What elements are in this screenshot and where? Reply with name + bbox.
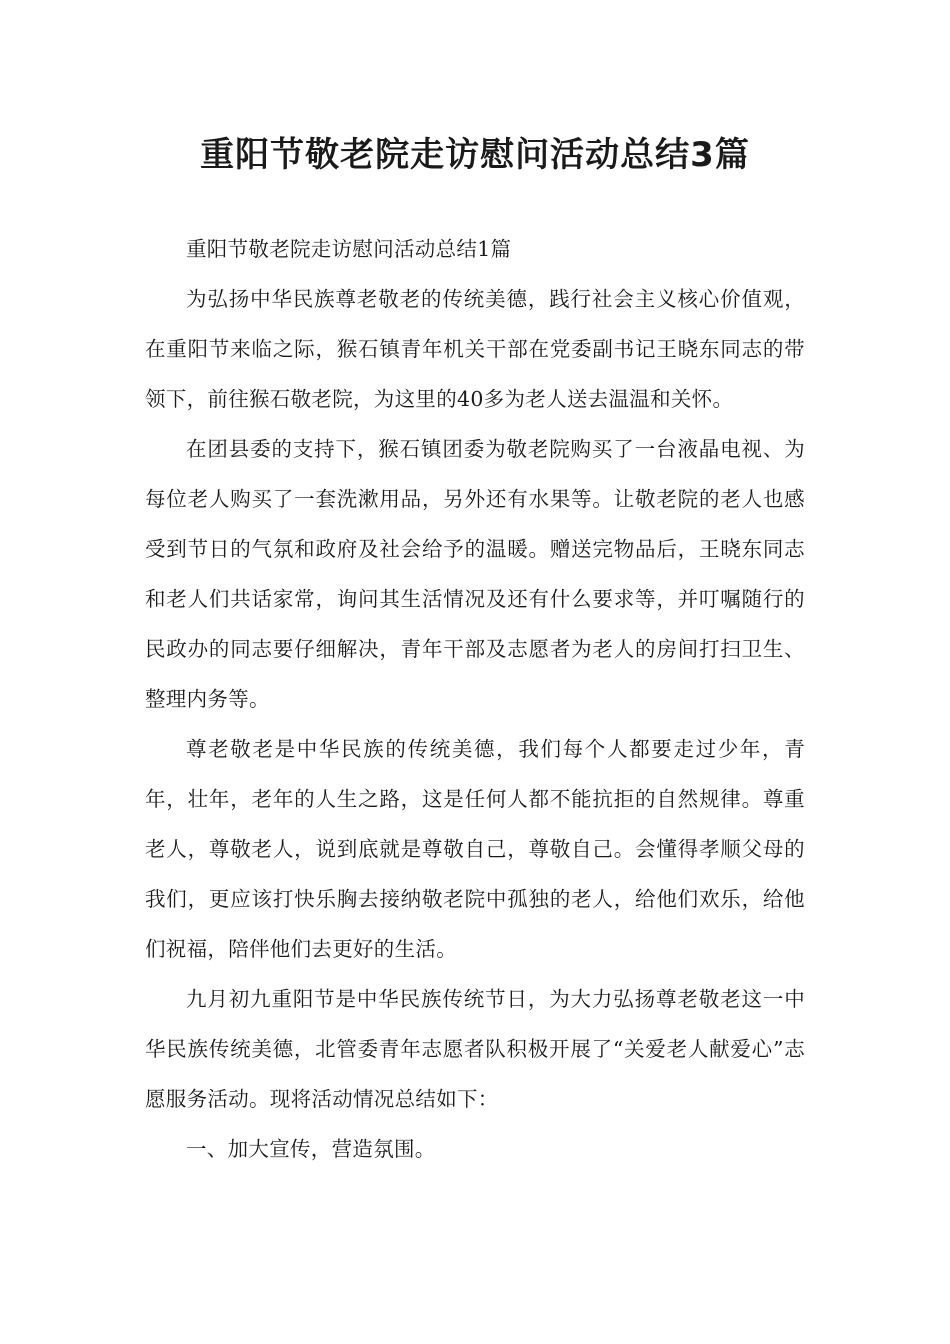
paragraph-3: 尊老敬老是中华民族的传统美德，我们每个人都要走过少年，青年，壮年，老年的人生之路，这是任何人都不能抗拒的自然规律。尊重老人，尊敬老人，说到底就是尊敬自己，尊敬自己。会懂得孝顺父母的我们，更应该打快乐胸去接纳敬老院中孤独的老人，给他们欢乐，给他们祝福，陪伴他们去更好的生活。 <box>145 737 805 961</box>
document-title: 重阳节敬老院走访慰问活动总结3篇 <box>200 135 750 175</box>
section-subheading: 重阳节敬老院走访慰问活动总结1篇 <box>186 237 512 261</box>
paragraph-1: 为弘扬中华民族尊老敬老的传统美德，践行社会主义核心价值观，在重阳节来临之际，猴石镇青年机关干部在党委副书记王晓东同志的带领下，前往猴石敬老院，为这里的40多为老人送去温温和关怀。 <box>145 287 805 411</box>
paragraph-5: 一、加大宣传，营造氛围。 <box>186 1137 436 1161</box>
paragraph-4: 九月初九重阳节是中华民族传统节日，为大力弘扬尊老敬老这一中华民族传统美德，北管委青年志愿者队积极开展了“关爱老人献爱心”志愿服务活动。现将活动情况总结如下： <box>145 987 805 1111</box>
document-body <box>145 224 805 1174</box>
paragraph-2: 在团县委的支持下，猴石镇团委为敬老院购买了一台液晶电视、为每位老人购买了一套洗漱用品，另外还有水果等。让敬老院的老人也感受到节日的气氛和政府及社会给予的温暖。赠送完物品后，王晓东同志和老人们共话家常，询问其生活情况及还有什么要求等，并叮嘱随行的民政办的同志要仔细解决，青年干部及志愿者为老人的房间打扫卫生、整理内务等。 <box>145 437 805 711</box>
